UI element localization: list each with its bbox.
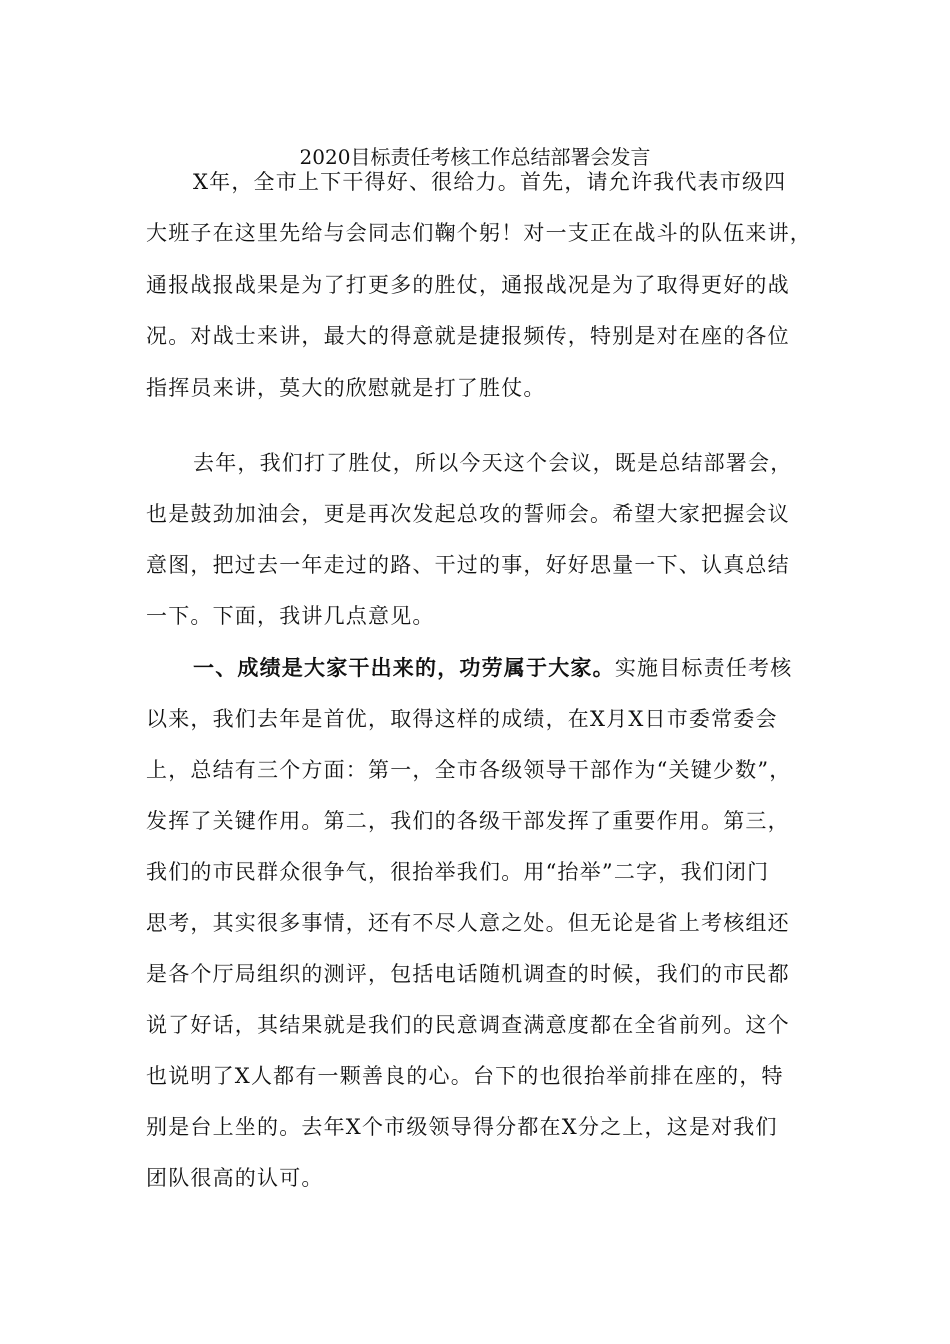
paragraph-line: X年，全市上下干得好、很给力。首先，请允许我代表市级四: [193, 170, 787, 194]
paragraph-line: 去年，我们打了胜仗，所以今天这个会议，既是总结部署会，: [193, 451, 793, 475]
paragraph-line: 也说明了X人都有一颗善良的心。台下的也很抬举前排在座的，特: [146, 1064, 784, 1088]
paragraph-line: 团队很高的认可。: [146, 1166, 324, 1190]
paragraph-line: 我们的市民群众很争气，很抬举我们。用“抬举”二字，我们闭门: [146, 860, 770, 884]
paragraph-line: 通报战报战果是为了打更多的胜仗，通报战况是为了取得更好的战: [146, 273, 790, 297]
paragraph-line: 发挥了关键作用。第二，我们的各级干部发挥了重要作用。第三，: [146, 809, 790, 833]
paragraph-line: 是各个厅局组织的测评，包括电话随机调查的时候，我们的市民都: [146, 962, 790, 986]
paragraph-line: 别是台上坐的。去年X个市级领导得分都在X分之上，这是对我们: [146, 1115, 778, 1139]
paragraph-line: 思考，其实很多事情，还有不尽人意之处。但无论是省上考核组还: [146, 911, 790, 935]
paragraph-line: 指挥员来讲，莫大的欣慰就是打了胜仗。: [146, 376, 546, 400]
paragraph-line: 况。对战士来讲，最大的得意就是捷报频传，特别是对在座的各位: [146, 324, 790, 348]
section-heading-continuation: 实施目标责任考核: [614, 656, 793, 680]
paragraph-line: 大班子在这里先给与会同志们鞠个躬！对一支正在战斗的队伍来讲，: [146, 221, 812, 245]
paragraph-line: 以来，我们去年是首优，取得这样的成绩，在X月X日市委常委会: [146, 707, 778, 731]
document-title: 2020目标责任考核工作总结部署会发言: [299, 145, 651, 169]
paragraph-line: 说了好话，其结果就是我们的民意调查满意度都在全省前列。这个: [146, 1013, 790, 1037]
paragraph-line: 一下。下面，我讲几点意见。: [146, 604, 435, 628]
paragraph-line: 意图，把过去一年走过的路、干过的事，好好思量一下、认真总结: [146, 553, 790, 577]
section-heading: 一、成绩是大家干出来的，功劳属于大家。: [193, 655, 615, 680]
paragraph-first-line: [193, 651, 873, 685]
paragraph-line: 上，总结有三个方面：第一，全市各级领导干部作为“关键少数”，: [146, 758, 792, 782]
paragraph-line: 也是鼓劲加油会，更是再次发起总攻的誓师会。希望大家把握会议: [146, 502, 790, 526]
